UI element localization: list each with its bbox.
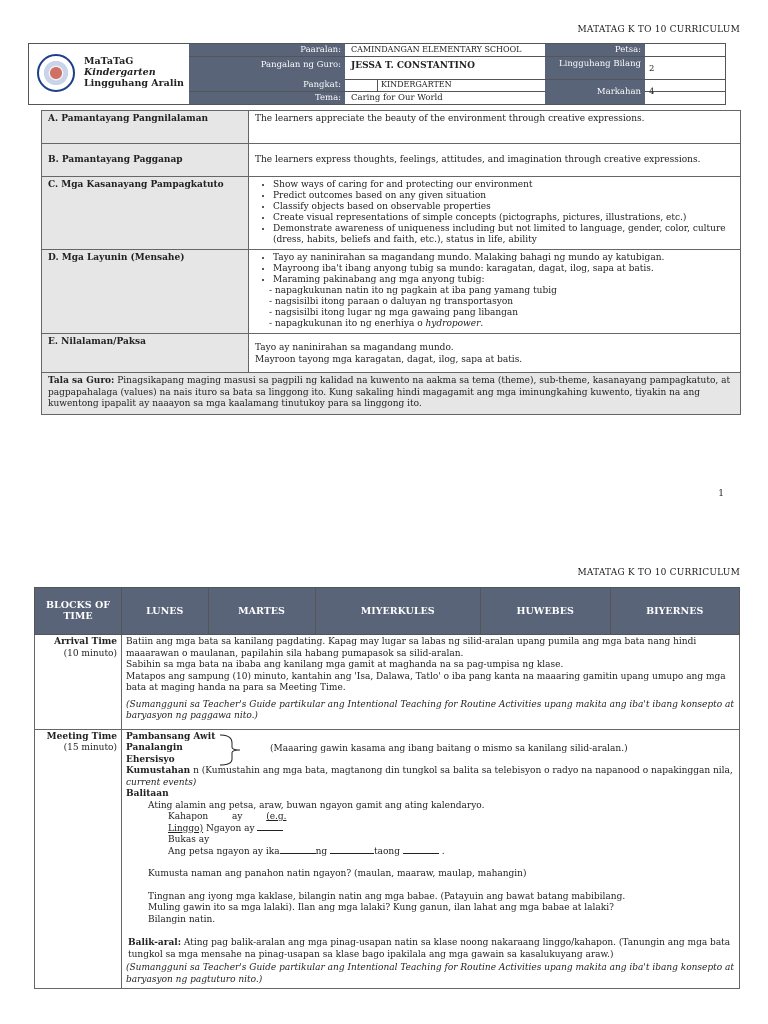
row-e xyxy=(42,334,741,373)
list-c xyxy=(249,177,741,250)
arrival-line: Matapos ang sampung (10) minuto, kantahin ang 'Isa, Dalawa, Tatlo' o iba pang kanta na maaaring gamitin upang umupo ang mga bata at maging handa na para sa Meeting Time. xyxy=(126,671,726,693)
arrival-row xyxy=(35,635,740,730)
list-item: • Classify objects based on observable properties xyxy=(273,202,734,213)
text-a: The learners appreciate the beauty of the environment through creative expressions. xyxy=(249,111,741,144)
kahapon-ay: ay xyxy=(231,812,243,822)
label-a: A. Pamantayang Pangnilalaman xyxy=(42,111,249,144)
petsa-blank2 xyxy=(330,853,374,854)
list-item: • Predict outcomes based on any given situation xyxy=(273,191,734,202)
list-item: • Mayroong iba't ibang anyong tubig sa mundo: karagatan, dagat, ilog, sapa at batis. xyxy=(273,264,734,275)
list-item: • Create visual representations of simple concepts (pictographs, pictures, illustrations, etc.) xyxy=(273,213,734,224)
pangkat-value: KINDERGARTEN xyxy=(377,79,452,91)
ngayon-blank xyxy=(257,830,283,831)
curriculum-label-2: MATATAG K TO 10 CURRICULUM xyxy=(577,568,740,578)
arrival-label: Arrival Time xyxy=(54,637,117,647)
list-item: • Show ways of caring for and protecting our environment xyxy=(273,180,734,191)
standards-table xyxy=(41,110,741,415)
bilang-line1: Tingnan ang iyong mga kaklase, bilangin natin ang mga babae. (Patayuin ang bawat batang mabibilang. xyxy=(148,891,626,902)
ngayon-word: Ngayon ay xyxy=(203,823,255,834)
petsa-a: Ang petsa ngayon ay ika xyxy=(168,846,280,857)
meeting-item: Pambansang Awit xyxy=(126,731,216,742)
guro-value: JESSA T. CONSTANTINO xyxy=(351,61,475,71)
logo-line1: MaTaTaG xyxy=(84,56,134,67)
logo-line2: Kindergarten xyxy=(84,67,156,78)
panahon-line: Kumusta naman ang panahon natin ngayon? (maulan, maaraw, maulap, mahangin) xyxy=(148,869,527,879)
col-lunes: LUNES xyxy=(122,588,209,635)
markahan-value: 4 xyxy=(649,87,655,97)
balitaan-label: Balitaan xyxy=(126,789,169,799)
arrival-note: (Sumangguni sa Teacher's Guide partikular ang Intentional Teaching for Routine Activities upang makita ang iba't ibang konsepto at baryasyon ng paggawa nito.) xyxy=(126,699,735,721)
page-number: 1 xyxy=(718,489,724,499)
balik-text: Ating pag balik-aralan ang mga pinag-usapan natin sa klase noong nakaraang linggo/kahapon. (Tanungin ang mga bata tungkol sa mga mensahe na pinag-usapan sa klase bago ipakilala ang mga gawain sa kasalukuyang araw.) xyxy=(128,938,731,960)
row-b xyxy=(42,144,741,177)
petsa-line: Ang petsa ngayon ay ika ng taong . xyxy=(168,846,445,857)
tema-label: Tema: xyxy=(189,92,345,104)
lesson-header xyxy=(28,43,726,105)
arrival-label-cell xyxy=(35,635,122,730)
tala-cell xyxy=(42,373,741,415)
meeting-duration: (15 minuto) xyxy=(63,743,117,753)
kahapon-eg: (e.g. xyxy=(266,812,287,822)
petsa-c: taong xyxy=(374,846,400,857)
kumustahan-label: Kumustahan xyxy=(126,766,191,776)
sub-item: - napagkukunan natin ito ng pagkain at iba pang yamang tubig xyxy=(269,286,734,297)
linggo-word: Linggo) xyxy=(168,823,204,834)
list-item: • Demonstrate awareness of uniqueness including but not limited to language, gender, color, culture (dress, habits, beliefs and faith, etc.), status in life, ability xyxy=(273,224,734,246)
meeting-item: Ehersisyo xyxy=(126,754,175,765)
logo-cell xyxy=(29,44,190,104)
label-c: C. Mga Kasanayang Pampagkatuto xyxy=(42,177,249,250)
sub-item-text: napagkukunan ito ng enerhiya o xyxy=(274,319,423,329)
tema-value: Caring for Our World xyxy=(351,93,443,103)
row-guro xyxy=(189,56,725,80)
list-item: • Maraming pakinabang ang mga anyong tubig: xyxy=(273,275,734,286)
meeting-label: Meeting Time xyxy=(46,731,117,742)
balik-label: Balik-aral: xyxy=(128,938,182,948)
linggo-value: 2 xyxy=(649,64,655,74)
tala-text: Pinagsikapang maging masusi sa pagpili ng kalidad na kuwento na aakma sa tema (theme), sub-theme, kasanayang pampagkatuto, at pagpapahalaga (values) na nais ituro sa bata sa linggong ito. Kung sakaling hindi magagamit ang mga iminungkahing kuwento, tiyakin na ang kuwentong ipapalit ay naaayon sa mga kaalamang tinutukoy para sa linggong ito. xyxy=(48,376,731,409)
markahan-label: Markahan xyxy=(545,80,645,104)
bukas-line: Bukas ay xyxy=(168,835,210,845)
col-biyernes: BIYERNES xyxy=(610,588,739,635)
guro-label: Pangalan ng Guro: xyxy=(189,57,345,79)
brace-icon xyxy=(218,733,248,767)
row-a xyxy=(42,111,741,144)
col-martes: MARTES xyxy=(208,588,315,635)
text-b: The learners express thoughts, feelings, attitudes, and imagination through creative expressions. xyxy=(249,144,741,177)
schedule-header-row xyxy=(35,588,740,635)
paaralan-value: CAMINDANGAN ELEMENTARY SCHOOL xyxy=(351,45,522,54)
col-miyerkules: MIYERKULES xyxy=(315,588,480,635)
sub-item: - nagsisilbi itong paraan o daluyan ng transportasyon xyxy=(269,297,734,308)
kumustahan-text: n (Kumustahin ang mga bata, magtanong din tungkol sa balita sa telebisyon o radyo na napanood o napakinggan nila, xyxy=(190,766,733,776)
meeting-row xyxy=(35,729,740,989)
hydropower-word: hydropower xyxy=(425,319,481,329)
label-e: E. Nilalaman/Paksa xyxy=(42,334,249,373)
logo-line3: Lingguhang Aralin xyxy=(84,78,184,89)
kahapon-line xyxy=(126,812,735,824)
pangkat-label: Pangkat: xyxy=(189,79,345,91)
deped-seal-icon xyxy=(37,54,75,92)
tala-label: Tala sa Guro: xyxy=(48,376,115,386)
e-line2: Mayroon tayong mga karagatan, dagat, ilog, sapa at batis. xyxy=(255,355,523,365)
sub-item: - nagsisilbi itong lugar ng mga gawaing pang libangan xyxy=(269,308,734,319)
row-d xyxy=(42,250,741,334)
petsa-b: ng xyxy=(315,846,328,857)
arrival-content xyxy=(122,635,740,730)
col-blocks: BLOCKS OF TIME xyxy=(35,588,122,635)
petsa-blank3 xyxy=(403,853,439,854)
kahapon-word: Kahapon xyxy=(168,812,209,822)
meeting-content xyxy=(122,729,740,989)
paaralan-label: Paaralan: xyxy=(189,44,345,56)
meeting-note: (Sumangguni sa Teacher's Guide partikular ang Intentional Teaching for Routine Activities upang makita ang iba't ibang konsepto at baryasyon ng pagtuturo nito.) xyxy=(126,963,735,985)
bilang-line3: Bilangin natin. xyxy=(148,914,216,925)
row-tala xyxy=(42,373,741,415)
col-huwebes: HUWEBES xyxy=(480,588,610,635)
arrival-duration: (10 minuto) xyxy=(63,648,117,659)
balik-aral xyxy=(126,938,735,961)
meeting-item: Panalangin xyxy=(126,743,183,753)
petsa-label: Petsa: xyxy=(545,44,645,56)
arrival-line: Batiin ang mga bata sa kanilang pagdating. Kapag may lugar sa labas ng silid-aralan upang pumila ang mga bata nang hindi maaarawan o maulanan, papilahin sila habang pumapasok sa silid-aralan. xyxy=(126,637,697,659)
schedule-table xyxy=(34,587,740,989)
label-d: D. Mga Layunin (Mensahe) xyxy=(42,250,249,334)
curriculum-label: MATATAG K TO 10 CURRICULUM xyxy=(577,25,740,35)
balitaan-intro: Ating alamin ang petsa, araw, buwan ngayon gamit ang ating kalendaryo. xyxy=(148,800,485,811)
arrival-line: Sabihin sa mga bata na ibaba ang kanilang mga gamit at maghanda na sa pag-umpisa ng klase. xyxy=(126,660,564,670)
e-line1: Tayo ay naninirahan sa magandang mundo. xyxy=(255,343,454,353)
label-b: B. Pamantayang Pagganap xyxy=(42,144,249,177)
meeting-items-note: (Maaaring gawin kasama ang ibang baitang o mismo sa kanilang silid-aralan.) xyxy=(270,743,628,754)
row-paaralan xyxy=(189,44,725,56)
bilang-line2: Muling gawin ito sa mga lalaki). Ilan ang mga lalaki? Kung ganun, ilan lahat ang mga babae at lalaki? xyxy=(148,903,614,913)
meeting-label-cell xyxy=(35,729,122,989)
ngayon-line xyxy=(126,824,735,836)
sub-item: - napagkukunan ito ng enerhiya o hydropower. xyxy=(269,319,734,330)
list-d xyxy=(249,250,741,334)
kumustahan-italic: current events) xyxy=(126,777,197,788)
logo-title xyxy=(84,56,184,89)
row-c xyxy=(42,177,741,250)
linggo-label: Lingguhang Bilang xyxy=(545,57,645,79)
petsa-blank1 xyxy=(280,853,316,854)
text-e xyxy=(249,334,741,373)
list-item: • Tayo ay naninirahan sa magandang mundo. Malaking bahagi ng mundo ay katubigan. xyxy=(273,253,734,264)
